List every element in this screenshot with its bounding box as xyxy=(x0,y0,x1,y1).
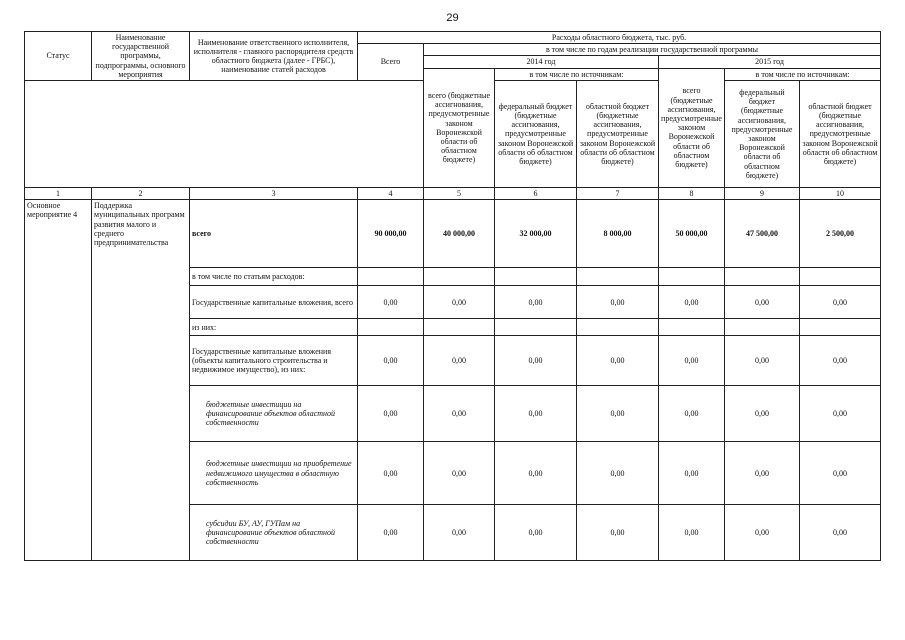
header-status: Статус xyxy=(25,32,92,81)
value-cell: 0,00 xyxy=(577,386,659,442)
value-cell: 0,00 xyxy=(424,505,495,561)
value-cell: 0,00 xyxy=(424,386,495,442)
header-year-2014: 2014 год xyxy=(424,56,659,68)
col-num-8: 8 xyxy=(659,187,725,199)
header-year-2015: 2015 год xyxy=(659,56,881,68)
header-expenses: Расходы областного бюджета, тыс. руб. xyxy=(358,32,881,44)
col-num-3: 3 xyxy=(190,187,358,199)
table-row xyxy=(25,200,881,268)
header-2014-all: всего (бюджетные ассигнования, предусмотренные законом Воронежской области об областном бюджете) xyxy=(424,68,495,187)
value-cell: 0,00 xyxy=(495,442,577,505)
value-cell: 0,00 xyxy=(577,286,659,319)
header-2014-federal: федеральный бюджет (бюджетные ассигнования, предусмотренные законом Воронежской области об областном бюджете) xyxy=(495,80,577,187)
value-cell xyxy=(800,268,881,286)
header-2014-regional: областной бюджет (бюджетные ассигнования, предусмотренные законом Воронежской области об областном бюджете) xyxy=(577,80,659,187)
value-cell xyxy=(358,319,424,336)
value-cell: 90 000,00 xyxy=(358,200,424,268)
value-cell: 0,00 xyxy=(495,386,577,442)
header-executor: Наименование ответственного исполнителя, исполнителя - главного распорядителя средств областного бюджета (далее - ГРБС), наименование статей расходов xyxy=(190,32,358,81)
value-cell: 0,00 xyxy=(659,442,725,505)
header-2014-sources: в том числе по источникам: xyxy=(495,68,659,80)
header-by-years: в том числе по годам реализации государственной программы xyxy=(424,44,881,56)
value-cell xyxy=(800,319,881,336)
value-cell: 0,00 xyxy=(495,286,577,319)
value-cell: 0,00 xyxy=(358,442,424,505)
col-num-9: 9 xyxy=(725,187,800,199)
col-num-7: 7 xyxy=(577,187,659,199)
value-cell: 8 000,00 xyxy=(577,200,659,268)
header-program-name: Наименование государственной программы, подпрограммы, основного мероприятия xyxy=(92,32,190,81)
value-cell xyxy=(577,319,659,336)
value-cell: 0,00 xyxy=(725,442,800,505)
value-cell: 0,00 xyxy=(495,505,577,561)
value-cell xyxy=(659,319,725,336)
col-num-5: 5 xyxy=(424,187,495,199)
value-cell: 0,00 xyxy=(424,336,495,386)
column-numbers-row xyxy=(25,187,881,199)
header-2015-federal: федеральный бюджет (бюджетные ассигнования, предусмотренные законом Воронежской области об областном бюджете) xyxy=(725,80,800,187)
row-label: из них: xyxy=(190,319,358,336)
value-cell: 0,00 xyxy=(800,505,881,561)
row-label: Государственные капитальные вложения (объекты капитального строительства и недвижимое имущество), из них: xyxy=(190,336,358,386)
header-2015-regional: областной бюджет (бюджетные ассигнования, предусмотренные законом Воронежской области об областном бюджете) xyxy=(800,80,881,187)
row-label: всего xyxy=(190,200,358,268)
row-label: бюджетные инвестиции на финансирование объектов областной собственности xyxy=(190,386,358,442)
value-cell: 0,00 xyxy=(659,286,725,319)
value-cell xyxy=(725,268,800,286)
budget-table xyxy=(24,31,881,561)
col-num-10: 10 xyxy=(800,187,881,199)
value-cell: 0,00 xyxy=(725,505,800,561)
col-num-6: 6 xyxy=(495,187,577,199)
value-cell: 0,00 xyxy=(725,336,800,386)
value-cell: 32 000,00 xyxy=(495,200,577,268)
value-cell: 0,00 xyxy=(800,336,881,386)
value-cell: 2 500,00 xyxy=(800,200,881,268)
header-2015-sources: в том числе по источникам: xyxy=(725,68,881,80)
value-cell: 0,00 xyxy=(358,505,424,561)
header-spacer xyxy=(25,80,424,187)
value-cell: 0,00 xyxy=(424,286,495,319)
value-cell: 0,00 xyxy=(577,442,659,505)
value-cell: 0,00 xyxy=(800,386,881,442)
value-cell: 0,00 xyxy=(800,286,881,319)
row-label: в том числе по статьям расходов: xyxy=(190,268,358,286)
value-cell xyxy=(495,268,577,286)
page-number: 29 xyxy=(446,12,459,24)
value-cell: 0,00 xyxy=(495,336,577,386)
header-total: Всего xyxy=(358,44,424,81)
value-cell xyxy=(424,268,495,286)
row-label: Государственные капитальные вложения, всего xyxy=(190,286,358,319)
value-cell: 40 000,00 xyxy=(424,200,495,268)
col-num-4: 4 xyxy=(358,187,424,199)
value-cell: 0,00 xyxy=(577,505,659,561)
value-cell xyxy=(424,319,495,336)
value-cell: 0,00 xyxy=(725,386,800,442)
value-cell: 0,00 xyxy=(659,336,725,386)
value-cell xyxy=(577,268,659,286)
value-cell: 50 000,00 xyxy=(659,200,725,268)
value-cell: 0,00 xyxy=(800,442,881,505)
col-num-1: 1 xyxy=(25,187,92,199)
value-cell: 0,00 xyxy=(424,442,495,505)
row-label: субсидии БУ, АУ, ГУПам на финансирование объектов областной собственности xyxy=(190,505,358,561)
value-cell: 0,00 xyxy=(358,286,424,319)
value-cell: 0,00 xyxy=(358,386,424,442)
value-cell: 0,00 xyxy=(725,286,800,319)
col-num-2: 2 xyxy=(92,187,190,199)
value-cell: 0,00 xyxy=(659,386,725,442)
value-cell xyxy=(358,268,424,286)
row-label: бюджетные инвестиции на приобретение недвижимого имущества в областную собственность xyxy=(190,442,358,505)
value-cell: 47 500,00 xyxy=(725,200,800,268)
header-2015-all: всего (бюджетные ассигнования, предусмотренные законом Воронежской области об областном бюджете) xyxy=(659,68,725,187)
value-cell xyxy=(725,319,800,336)
value-cell xyxy=(495,319,577,336)
value-cell xyxy=(659,268,725,286)
value-cell: 0,00 xyxy=(358,336,424,386)
value-cell: 0,00 xyxy=(659,505,725,561)
status-cell: Основное мероприятие 4 xyxy=(25,200,92,561)
program-name-cell: Поддержка муниципальных программ развития малого и среднего предпринимательства xyxy=(92,200,190,561)
value-cell: 0,00 xyxy=(577,336,659,386)
